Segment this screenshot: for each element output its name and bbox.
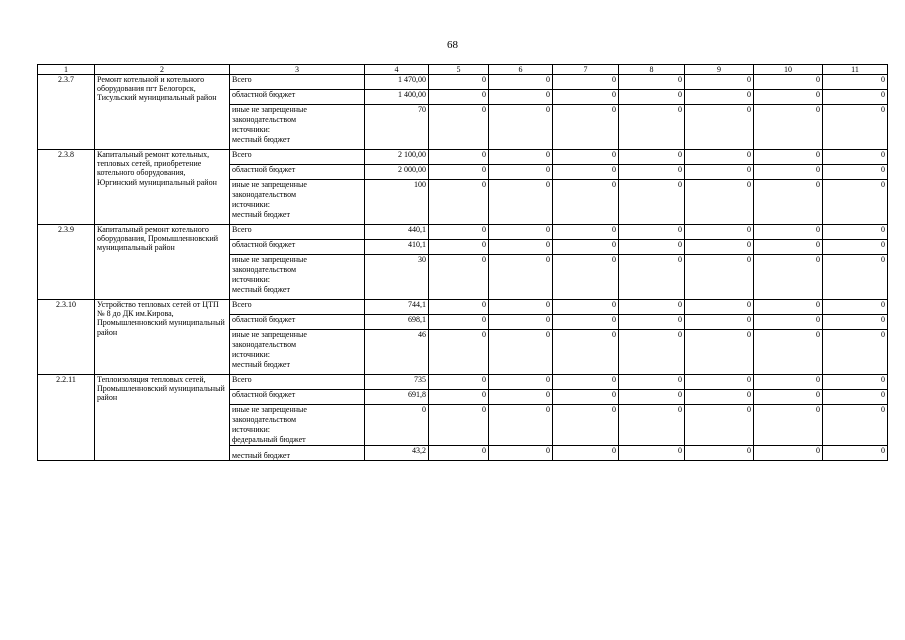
value-cell: 0 [823,240,888,255]
value-cell: 0 [619,446,685,461]
value-cell: 0 [489,315,553,330]
col-header: 9 [685,65,754,75]
value-cell: 0 [685,225,754,240]
value-cell: 0 [429,90,489,105]
value-cell: 0 [553,300,619,315]
value-cell: 0 [619,315,685,330]
source-line: местный бюджет [232,285,290,294]
value-cell: 1 400,00 [365,90,429,105]
value-cell: 440,1 [365,225,429,240]
value-cell: 0 [685,375,754,390]
value-cell: 0 [823,330,888,375]
value-cell: 0 [754,446,823,461]
value-cell: 0 [823,90,888,105]
source-line: местный бюджет [232,210,290,219]
value-cell: 0 [754,240,823,255]
value-cell: 0 [685,90,754,105]
source-label [230,105,365,150]
source-label: Всего [230,75,365,90]
col-header: 11 [823,65,888,75]
value-cell: 0 [553,75,619,90]
value-cell: 0 [685,315,754,330]
value-cell: 43,2 [365,446,429,461]
source-line: местный бюджет [232,135,290,144]
value-cell: 735 [365,375,429,390]
item-name: Ремонт котельной и котельного оборудования пгт Белогорск, Тисульский муниципальный район [95,75,230,150]
value-cell: 0 [823,75,888,90]
source-label: областной бюджет [230,165,365,180]
value-cell: 0 [429,300,489,315]
value-cell: 0 [553,150,619,165]
table-row [38,300,888,315]
value-cell: 0 [429,75,489,90]
value-cell: 0 [823,105,888,150]
value-cell: 30 [365,255,429,300]
value-cell: 0 [619,240,685,255]
value-cell: 0 [553,330,619,375]
source-line: источники: [232,125,270,134]
value-cell: 0 [685,240,754,255]
source-label: областной бюджет [230,90,365,105]
value-cell: 0 [754,255,823,300]
value-cell: 0 [823,390,888,405]
value-cell: 0 [553,225,619,240]
value-cell: 410,1 [365,240,429,255]
value-cell: 0 [553,315,619,330]
table-row [38,75,888,90]
budget-table [37,64,888,461]
value-cell: 0 [754,105,823,150]
col-header: 4 [365,65,429,75]
item-code: 2.2.11 [38,375,95,461]
header-row [38,65,888,75]
source-line: иные не запрещенные [232,405,307,414]
value-cell: 0 [619,300,685,315]
item-name: Теплоизоляция тепловых сетей, Промышленновский муниципальный район [95,375,230,461]
value-cell: 0 [429,390,489,405]
value-cell: 1 470,00 [365,75,429,90]
value-cell: 0 [553,105,619,150]
value-cell: 0 [489,405,553,446]
value-cell: 2 000,00 [365,165,429,180]
value-cell: 0 [489,90,553,105]
source-label: областной бюджет [230,240,365,255]
source-label: областной бюджет [230,390,365,405]
value-cell: 0 [619,180,685,225]
item-code: 2.3.8 [38,150,95,225]
table-row [38,150,888,165]
source-line: источники: [232,200,270,209]
table-row [38,375,888,390]
source-label [230,180,365,225]
value-cell: 0 [754,405,823,446]
value-cell: 0 [553,165,619,180]
value-cell: 0 [489,255,553,300]
value-cell: 0 [823,150,888,165]
source-label: Всего [230,150,365,165]
source-label: Всего [230,300,365,315]
value-cell: 0 [619,105,685,150]
value-cell: 0 [685,165,754,180]
value-cell: 0 [685,105,754,150]
value-cell: 0 [754,150,823,165]
value-cell: 0 [685,75,754,90]
value-cell: 691,8 [365,390,429,405]
value-cell: 0 [429,375,489,390]
value-cell: 0 [823,375,888,390]
value-cell: 0 [429,255,489,300]
source-line: законодательством [232,190,297,199]
value-cell: 0 [685,405,754,446]
source-line: иные не запрещенные [232,330,307,339]
col-header: 8 [619,65,685,75]
value-cell: 698,1 [365,315,429,330]
source-label: областной бюджет [230,315,365,330]
value-cell: 0 [489,330,553,375]
value-cell: 0 [429,105,489,150]
source-label [230,405,365,446]
value-cell: 0 [619,255,685,300]
value-cell: 0 [553,90,619,105]
source-line: источники: [232,275,270,284]
value-cell: 0 [429,315,489,330]
col-header: 1 [38,65,95,75]
value-cell: 70 [365,105,429,150]
source-label [230,330,365,375]
value-cell: 0 [553,240,619,255]
source-line: законодательством [232,115,297,124]
item-name: Капитальный ремонт котельных, тепловых сетей, приобретение котельного оборудования, Юргинский муниципальный район [95,150,230,225]
value-cell: 0 [489,390,553,405]
value-cell: 0 [619,375,685,390]
value-cell: 46 [365,330,429,375]
source-line: федеральный бюджет [232,435,306,444]
source-label: местный бюджет [230,446,365,461]
value-cell: 100 [365,180,429,225]
item-name: Капитальный ремонт котельного оборудования, Промышленновский муниципальный район [95,225,230,300]
value-cell: 0 [685,150,754,165]
value-cell: 0 [823,180,888,225]
value-cell: 0 [489,240,553,255]
value-cell: 0 [553,446,619,461]
item-code: 2.3.10 [38,300,95,375]
source-line: законодательством [232,340,297,349]
value-cell: 0 [619,330,685,375]
item-code: 2.3.9 [38,225,95,300]
value-cell: 0 [685,330,754,375]
col-header: 3 [230,65,365,75]
source-line: источники: [232,350,270,359]
value-cell: 0 [429,165,489,180]
source-label: Всего [230,225,365,240]
value-cell: 0 [754,375,823,390]
value-cell: 0 [754,75,823,90]
value-cell: 0 [754,225,823,240]
item-code: 2.3.7 [38,75,95,150]
value-cell: 0 [489,180,553,225]
value-cell: 0 [429,240,489,255]
value-cell: 0 [429,225,489,240]
value-cell: 0 [685,180,754,225]
value-cell: 0 [489,75,553,90]
source-line: законодательством [232,265,297,274]
source-line: законодательством [232,415,297,424]
value-cell: 0 [553,405,619,446]
value-cell: 0 [685,255,754,300]
source-label [230,255,365,300]
value-cell: 0 [619,405,685,446]
value-cell: 0 [489,165,553,180]
value-cell: 0 [429,405,489,446]
value-cell: 0 [823,405,888,446]
value-cell: 0 [754,180,823,225]
col-header: 7 [553,65,619,75]
table-row [38,225,888,240]
value-cell: 2 100,00 [365,150,429,165]
value-cell: 0 [553,255,619,300]
value-cell: 0 [823,165,888,180]
col-header: 10 [754,65,823,75]
value-cell: 0 [489,105,553,150]
value-cell: 0 [489,375,553,390]
value-cell: 0 [429,180,489,225]
value-cell: 0 [429,150,489,165]
value-cell: 0 [489,300,553,315]
col-header: 5 [429,65,489,75]
value-cell: 0 [619,150,685,165]
value-cell: 0 [754,330,823,375]
source-label: Всего [230,375,365,390]
value-cell: 0 [619,165,685,180]
value-cell: 0 [685,300,754,315]
value-cell: 0 [823,255,888,300]
value-cell: 0 [489,150,553,165]
value-cell: 0 [823,446,888,461]
source-line: местный бюджет [232,360,290,369]
item-name: Устройство тепловых сетей от ЦТП № 8 до ДК им.Кирова, Промышленновский муниципальный район [95,300,230,375]
source-line: иные не запрещенные [232,255,307,264]
value-cell: 0 [754,165,823,180]
value-cell: 0 [553,375,619,390]
source-line: источники: [232,425,270,434]
value-cell: 744,1 [365,300,429,315]
value-cell: 0 [619,90,685,105]
value-cell: 0 [823,225,888,240]
value-cell: 0 [553,390,619,405]
value-cell: 0 [429,330,489,375]
value-cell: 0 [685,390,754,405]
value-cell: 0 [619,75,685,90]
value-cell: 0 [619,225,685,240]
value-cell: 0 [429,446,489,461]
value-cell: 0 [489,446,553,461]
value-cell: 0 [754,90,823,105]
value-cell: 0 [489,225,553,240]
value-cell: 0 [823,300,888,315]
value-cell: 0 [365,405,429,446]
col-header: 6 [489,65,553,75]
value-cell: 0 [823,315,888,330]
source-line: иные не запрещенные [232,105,307,114]
page-number: 68 [447,39,458,51]
value-cell: 0 [754,390,823,405]
source-line: иные не запрещенные [232,180,307,189]
value-cell: 0 [754,300,823,315]
value-cell: 0 [619,390,685,405]
value-cell: 0 [553,180,619,225]
col-header: 2 [95,65,230,75]
value-cell: 0 [685,446,754,461]
value-cell: 0 [754,315,823,330]
